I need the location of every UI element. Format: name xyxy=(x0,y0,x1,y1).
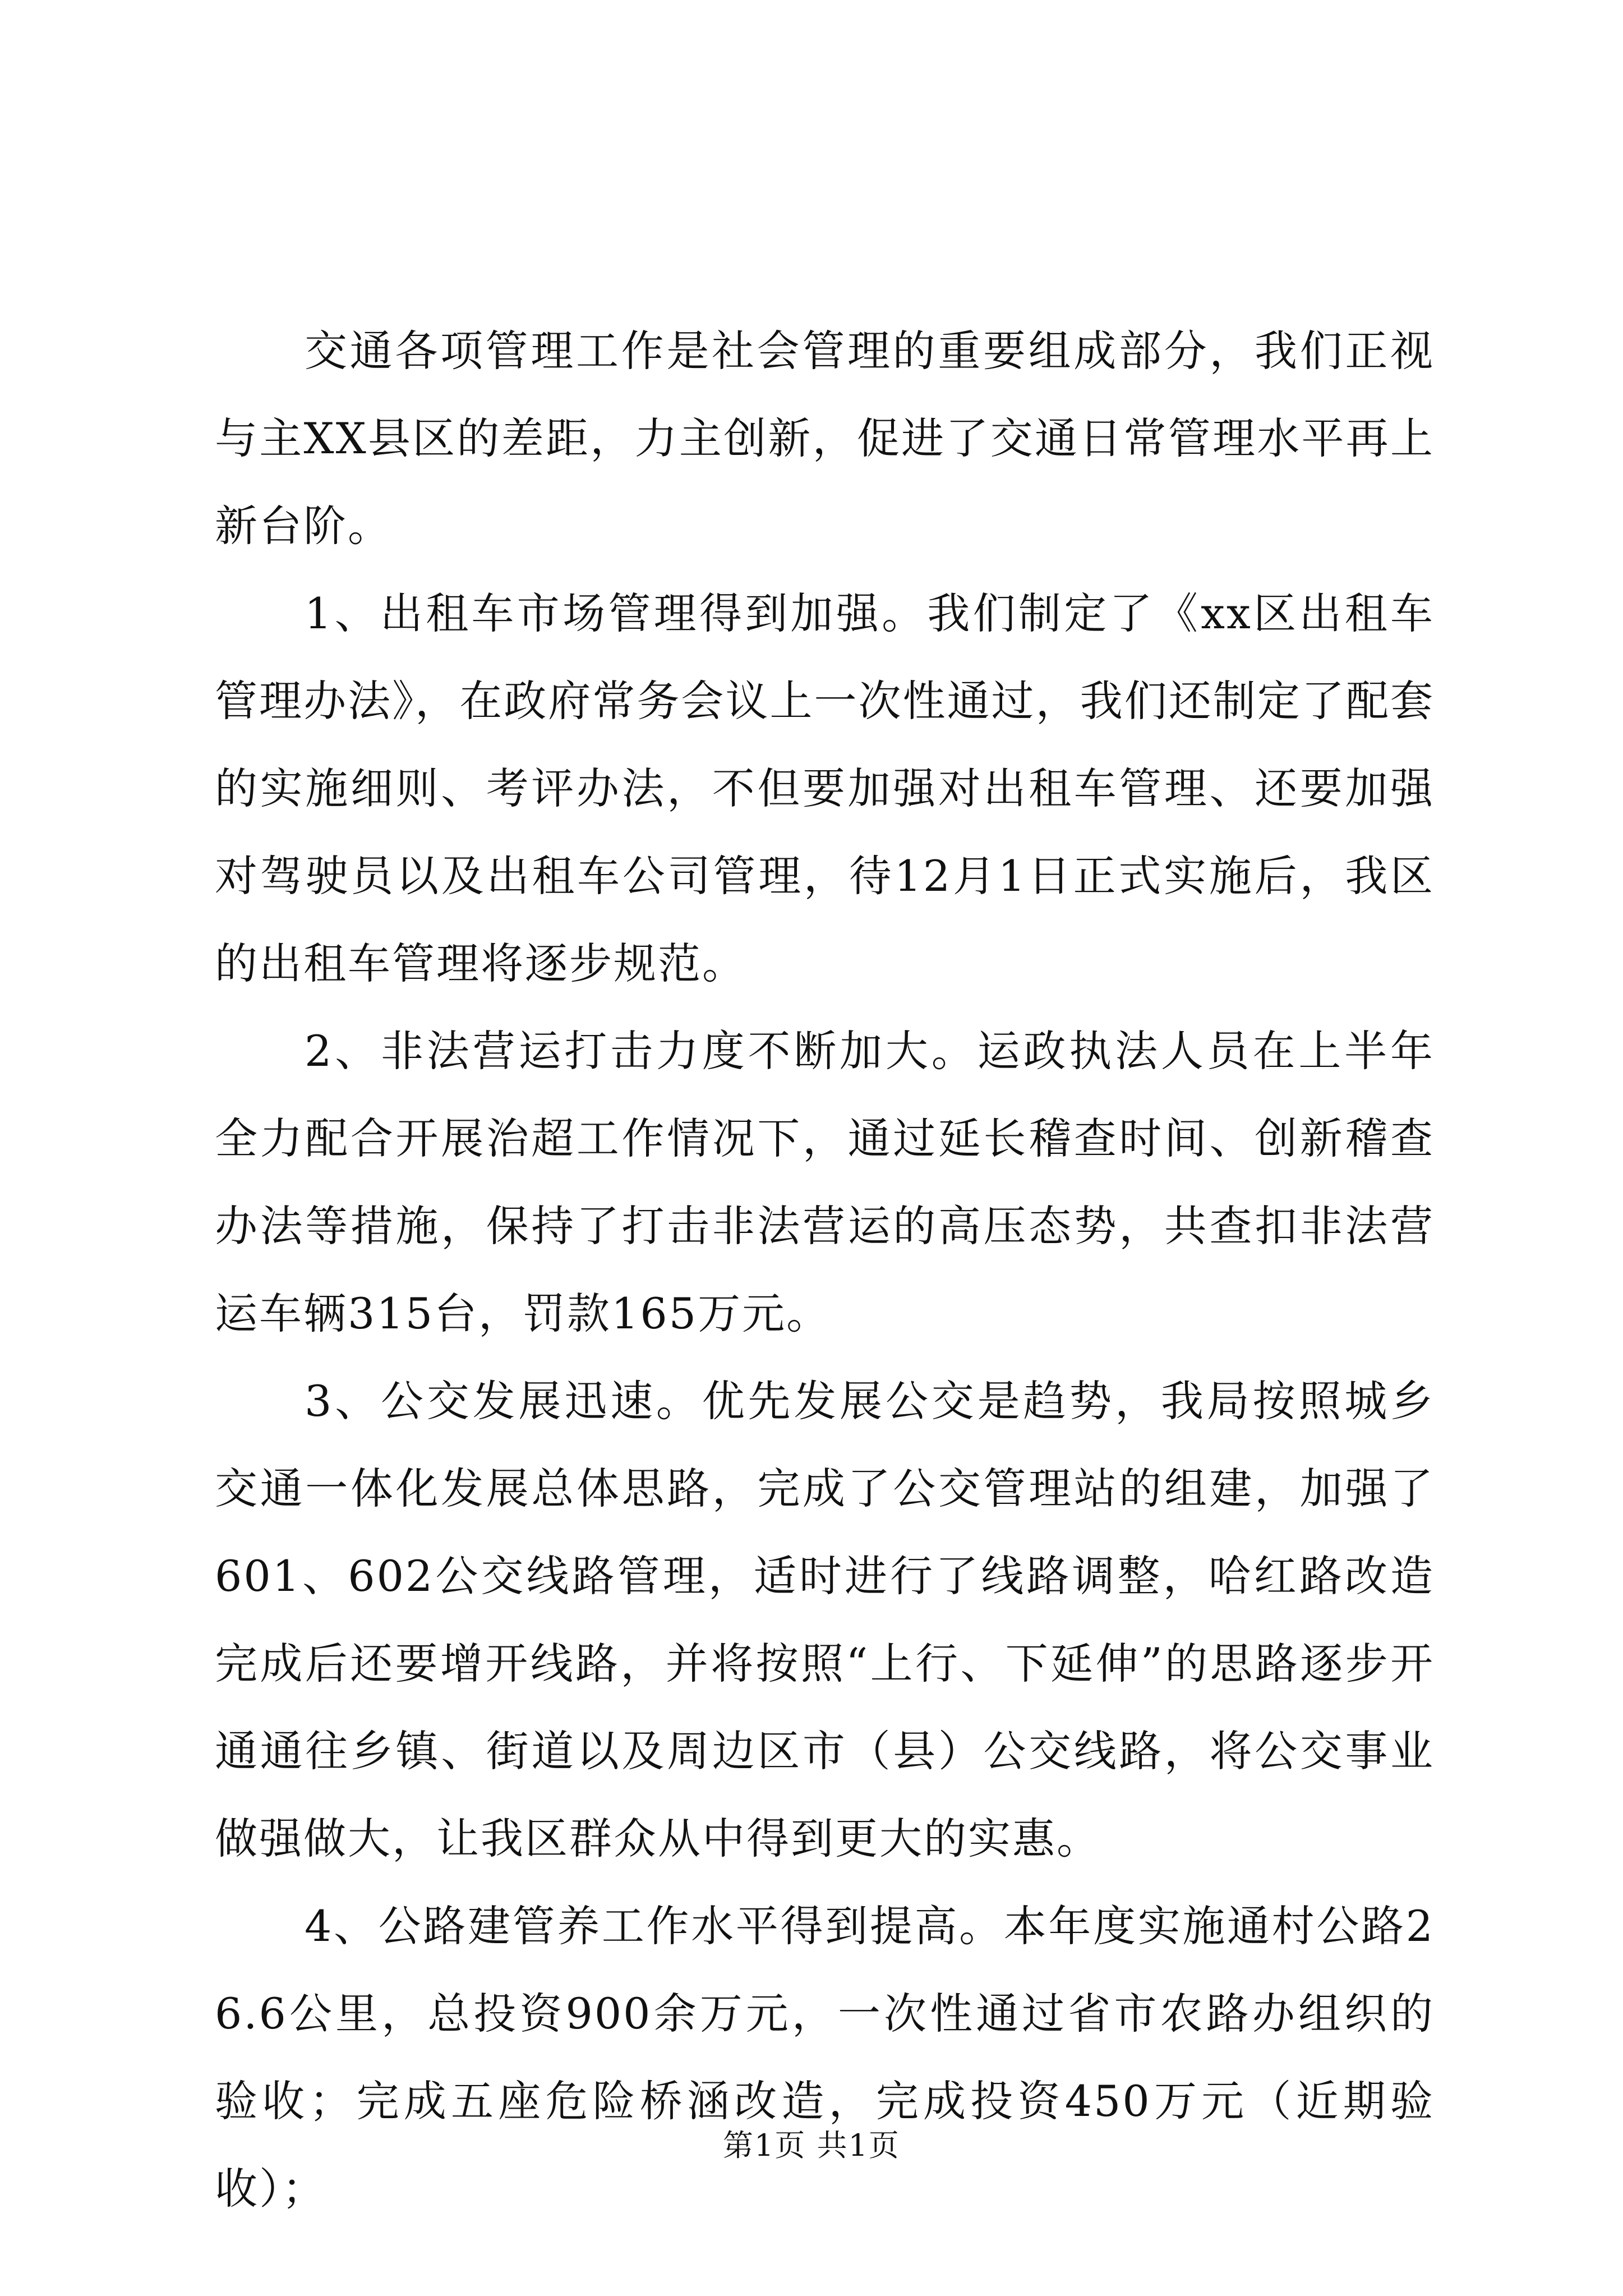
paragraph-road-construction: 4、公路建管养工作水平得到提高。本年度实施通村公路26.6公里，总投资900余万元，一次性通过省市农路办组织的验收；完成五座危险桥涵改造，完成投资450万元（近期验收）； xyxy=(215,1901,1435,2214)
document-body xyxy=(215,307,1435,2233)
paragraph-intro: 交通各项管理工作是社会管理的重要组成部分，我们正视与主XX县区的差距，力主创新，促进了交通日常管理水平再上新台阶。 xyxy=(215,326,1435,551)
paragraph-public-transit: 3、公交发展迅速。优先发展公交是趋势，我局按照城乡交通一体化发展总体思路，完成了公交管理站的组建，加强了601、602公交线路管理，适时进行了线路调整，哈红路改造完成后还要增开线路，并将按照“上行、下延伸”的思路逐步开通通往乡镇、街道以及周边区市（县）公交线路，将公交事业做强做大，让我区群众从中得到更大的实惠。 xyxy=(215,1376,1435,1864)
page-footer: 第1页 共1页 xyxy=(723,2128,900,2163)
paragraph-taxi-management: 1、出租车市场管理得到加强。我们制定了《xx区出租车管理办法》，在政府常务会议上一次性通过，我们还制定了配套的实施细则、考评办法，不但要加强对出租车管理、还要加强对驾驶员以及出租车公司管理，待12月1日正式实施后，我区的出租车管理将逐步规范。 xyxy=(215,588,1435,988)
paragraph-illegal-operation: 2、非法营运打击力度不断加大。运政执法人员在上半年全力配合开展治超工作情况下，通过延长稽查时间、创新稽查办法等措施，保持了打击非法营运的高压态势，共查扣非法营运车辆315台，罚款165万元。 xyxy=(215,1026,1435,1338)
